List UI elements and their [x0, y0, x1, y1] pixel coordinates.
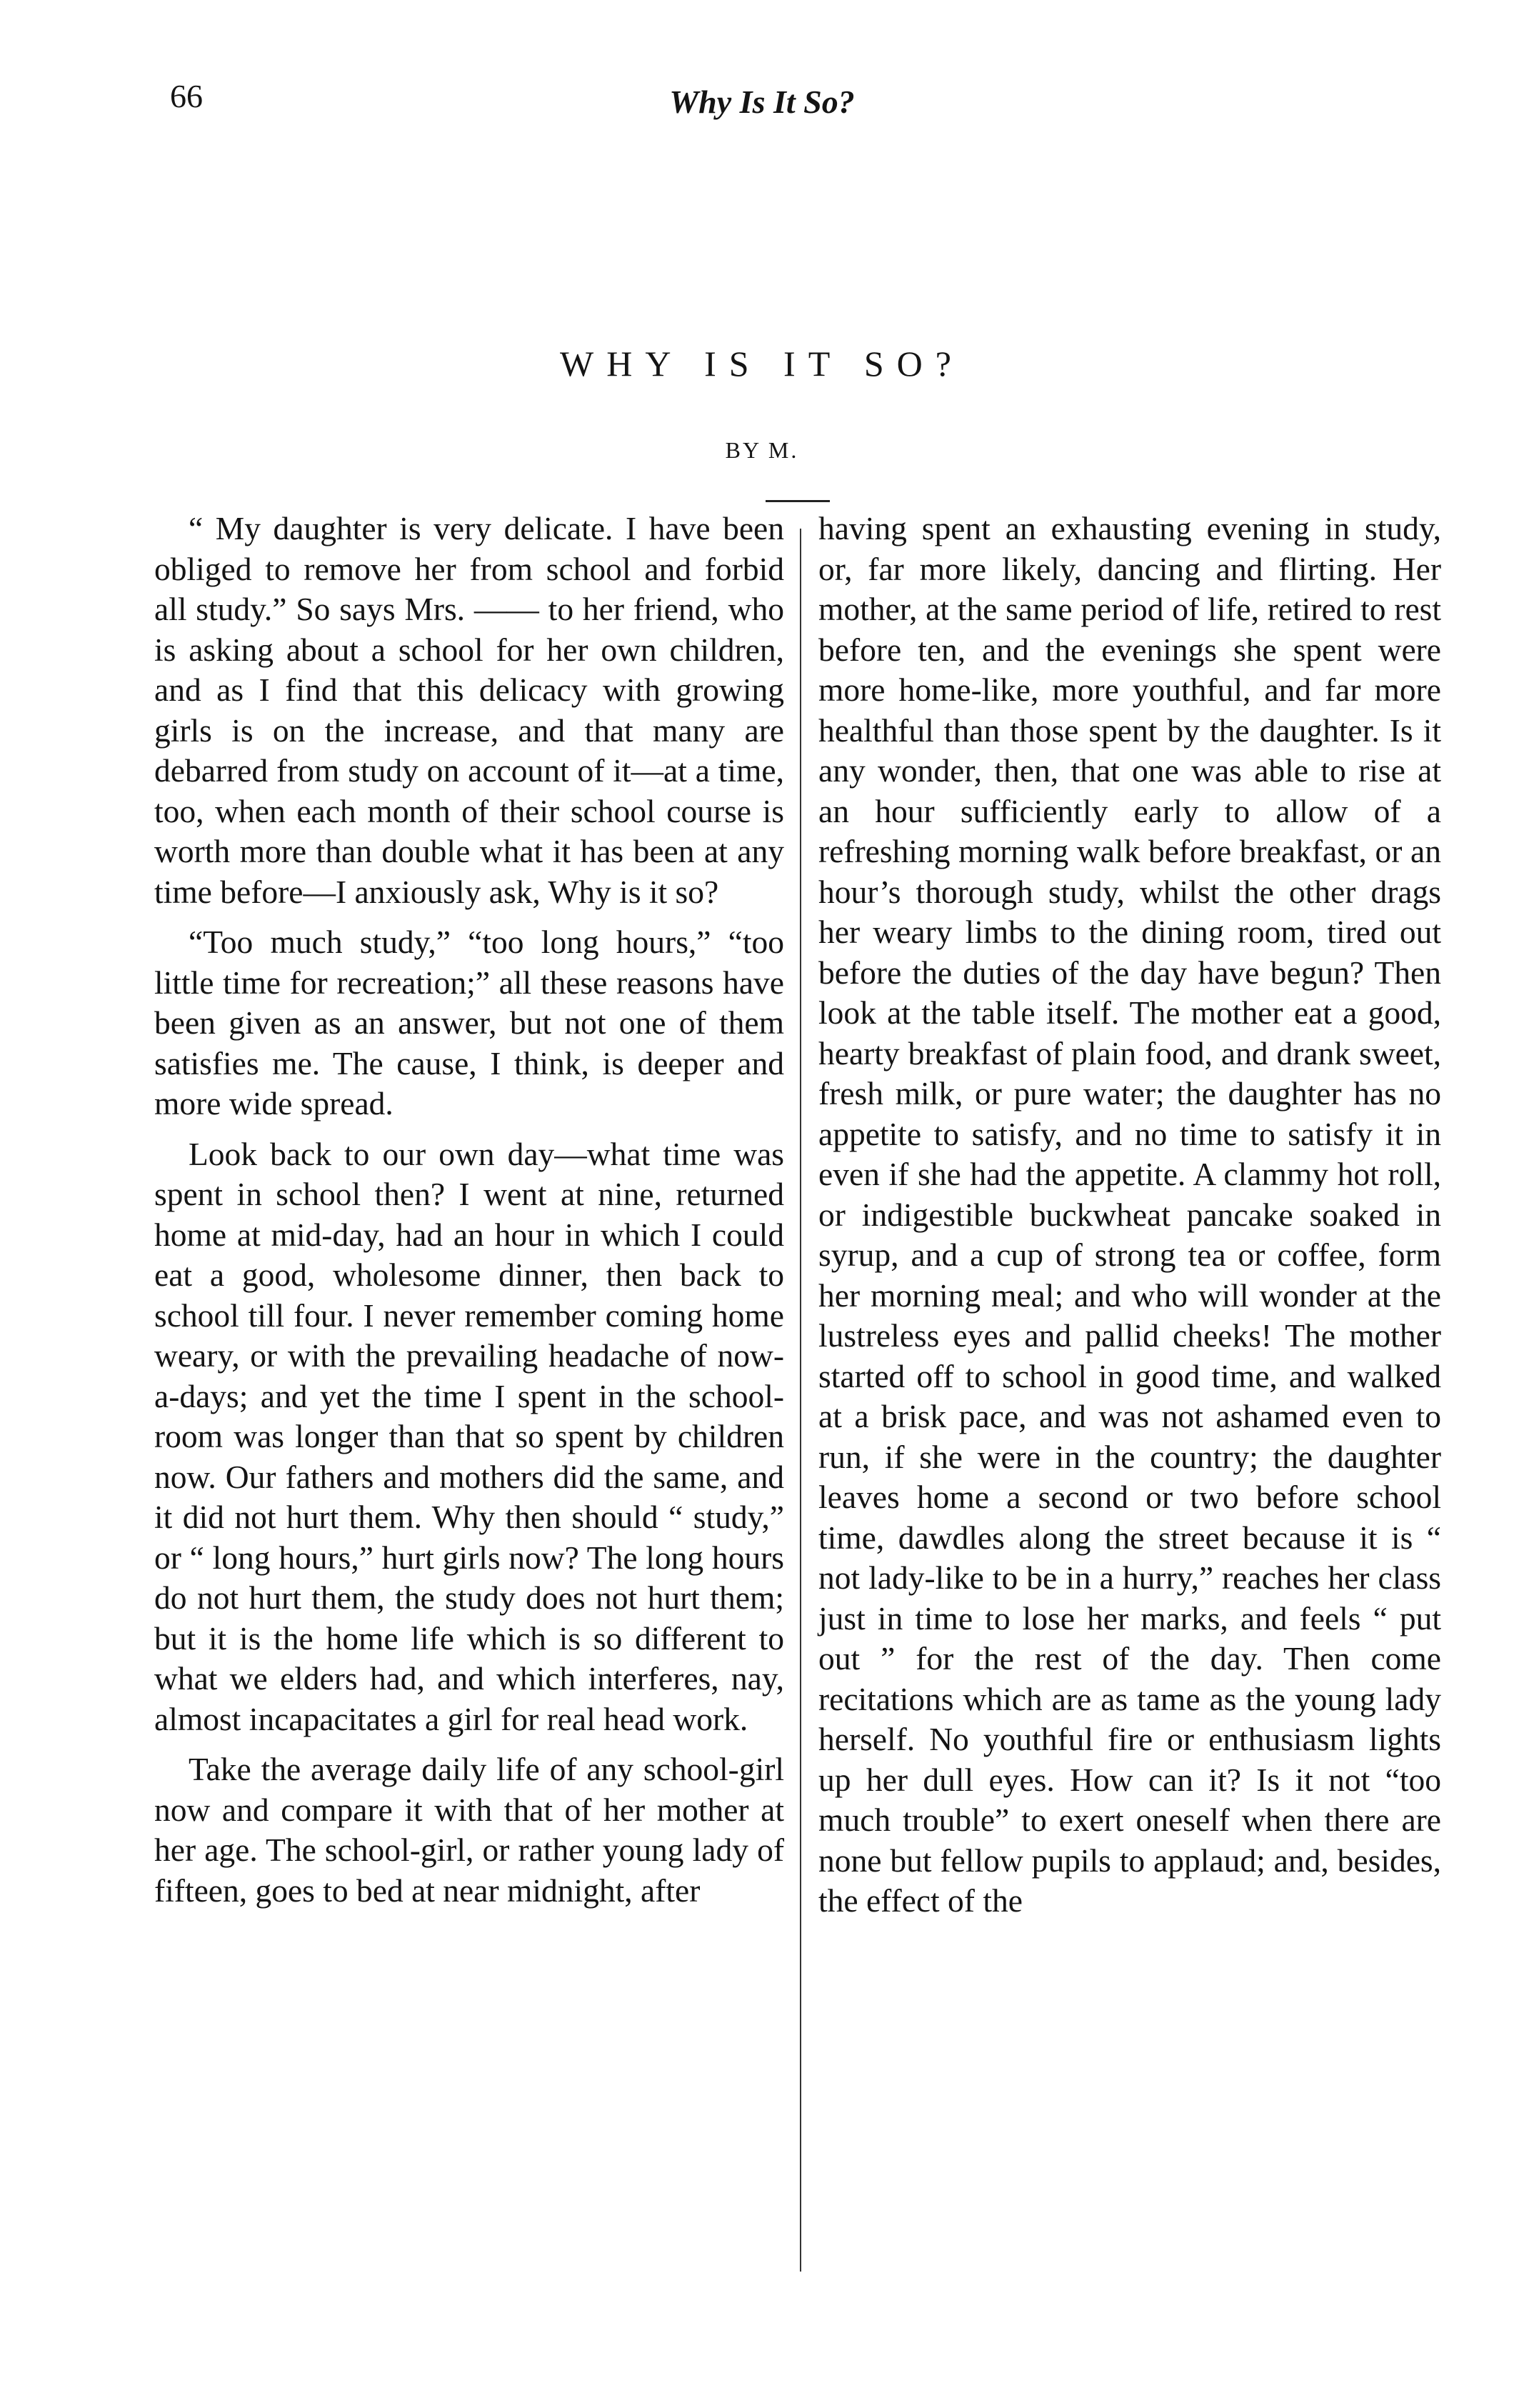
paragraph: Look back to our own day—what time was spent in school then? I went at nine, returned home at mid-day, had an hour in which I could eat a good, wholesome dinner, then back to school till four. I never remember coming home weary, or with the prevailing headache of now-a-days; and yet the time I spent in the school-room was longer than that so spent by children now. Our fathers and mothers did the same, and it did not hurt them. Why then should “ study,” or “ long hours,” hurt girls now? The long hours do not hurt them, the study does not hurt them; but it is the home life which is so different to what we elders had, and which interferes, nay, almost incapacitates a girl for real head work.: [154, 1135, 784, 1737]
left-column: [154, 509, 784, 1921]
title-rule: [766, 500, 830, 502]
paragraph: “Too much study,” “too long hours,” “too little time for recreation;” all these reasons have been given as an answer, but not one of them satisfies me. The cause, I think, is deeper and more wide spread.: [154, 924, 784, 1121]
paragraph: having spent an exhausting evening in study, or, far more likely, dancing and flirting. Her mother, at the same period of life, retired to rest before ten, and the evenings she spent were more home-like, more youthful, and far more healthful than those spent by the daughter. Is it any wonder, then, that one was able to rise at an hour sufficiently early to allow of a refreshing morning walk before breakfast, or an hour’s thorough study, whilst the other drags her weary limbs to the dining room, tired out before the duties of the day have begun? Then look at the table itself. The mother eat a good, hearty breakfast of plain food, and drank sweet, fresh milk, or pure water; the daughter has no appetite to satisfy, and no time to satisfy it in even if she had the appetite. A clammy hot roll, or indigestible buckwheat pancake soaked in syrup, and a cup of strong tea or coffee, form her morning meal; and who will wonder at the lustreless eyes and pallid cheeks! The mother started off to school in good time, and walked at a brisk pace, and was not ashamed even to run, if she were in the country; the daughter leaves home a second or two before school time, dawdles along the street because it is “ not lady-like to be in a hurry,” reaches her class just in time to lose her marks, and feels “ put out ” for the rest of the day. Then come recitations which are as tame as the young lady herself. No youthful fire or enthusiasm lights up her dull eyes. How can it? Is it not “too much trouble” to exert oneself when there are none but fellow pupils to applaud; and, besides, the effect of the: [818, 510, 1441, 1919]
running-head: [0, 77, 1524, 134]
right-column: [818, 509, 1441, 1932]
byline: BY M.: [725, 437, 799, 463]
article-title: WHY IS IT SO?: [560, 344, 964, 384]
page-number: 66: [170, 78, 203, 114]
paragraph: Take the average daily life of any school-girl now and compare it with that of her mother at her age. The school-girl, or rather young lady of fifteen, goes to bed at near midnight, after: [154, 1751, 784, 1909]
running-title: Why Is It So?: [669, 84, 855, 120]
column-divider: [800, 529, 801, 2272]
paragraph: “ My daughter is very delicate. I have been obliged to remove her from school and forbid all study.” So says Mrs. —— to her friend, who is asking about a school for her own children, and as I find that this delicacy with growing girls is on the increase, and that many are debarred from study on account of it—at a time, too, when each month of their school course is worth more than double what it has been at any time before—I anxiously ask, Why is it so?: [154, 510, 784, 910]
